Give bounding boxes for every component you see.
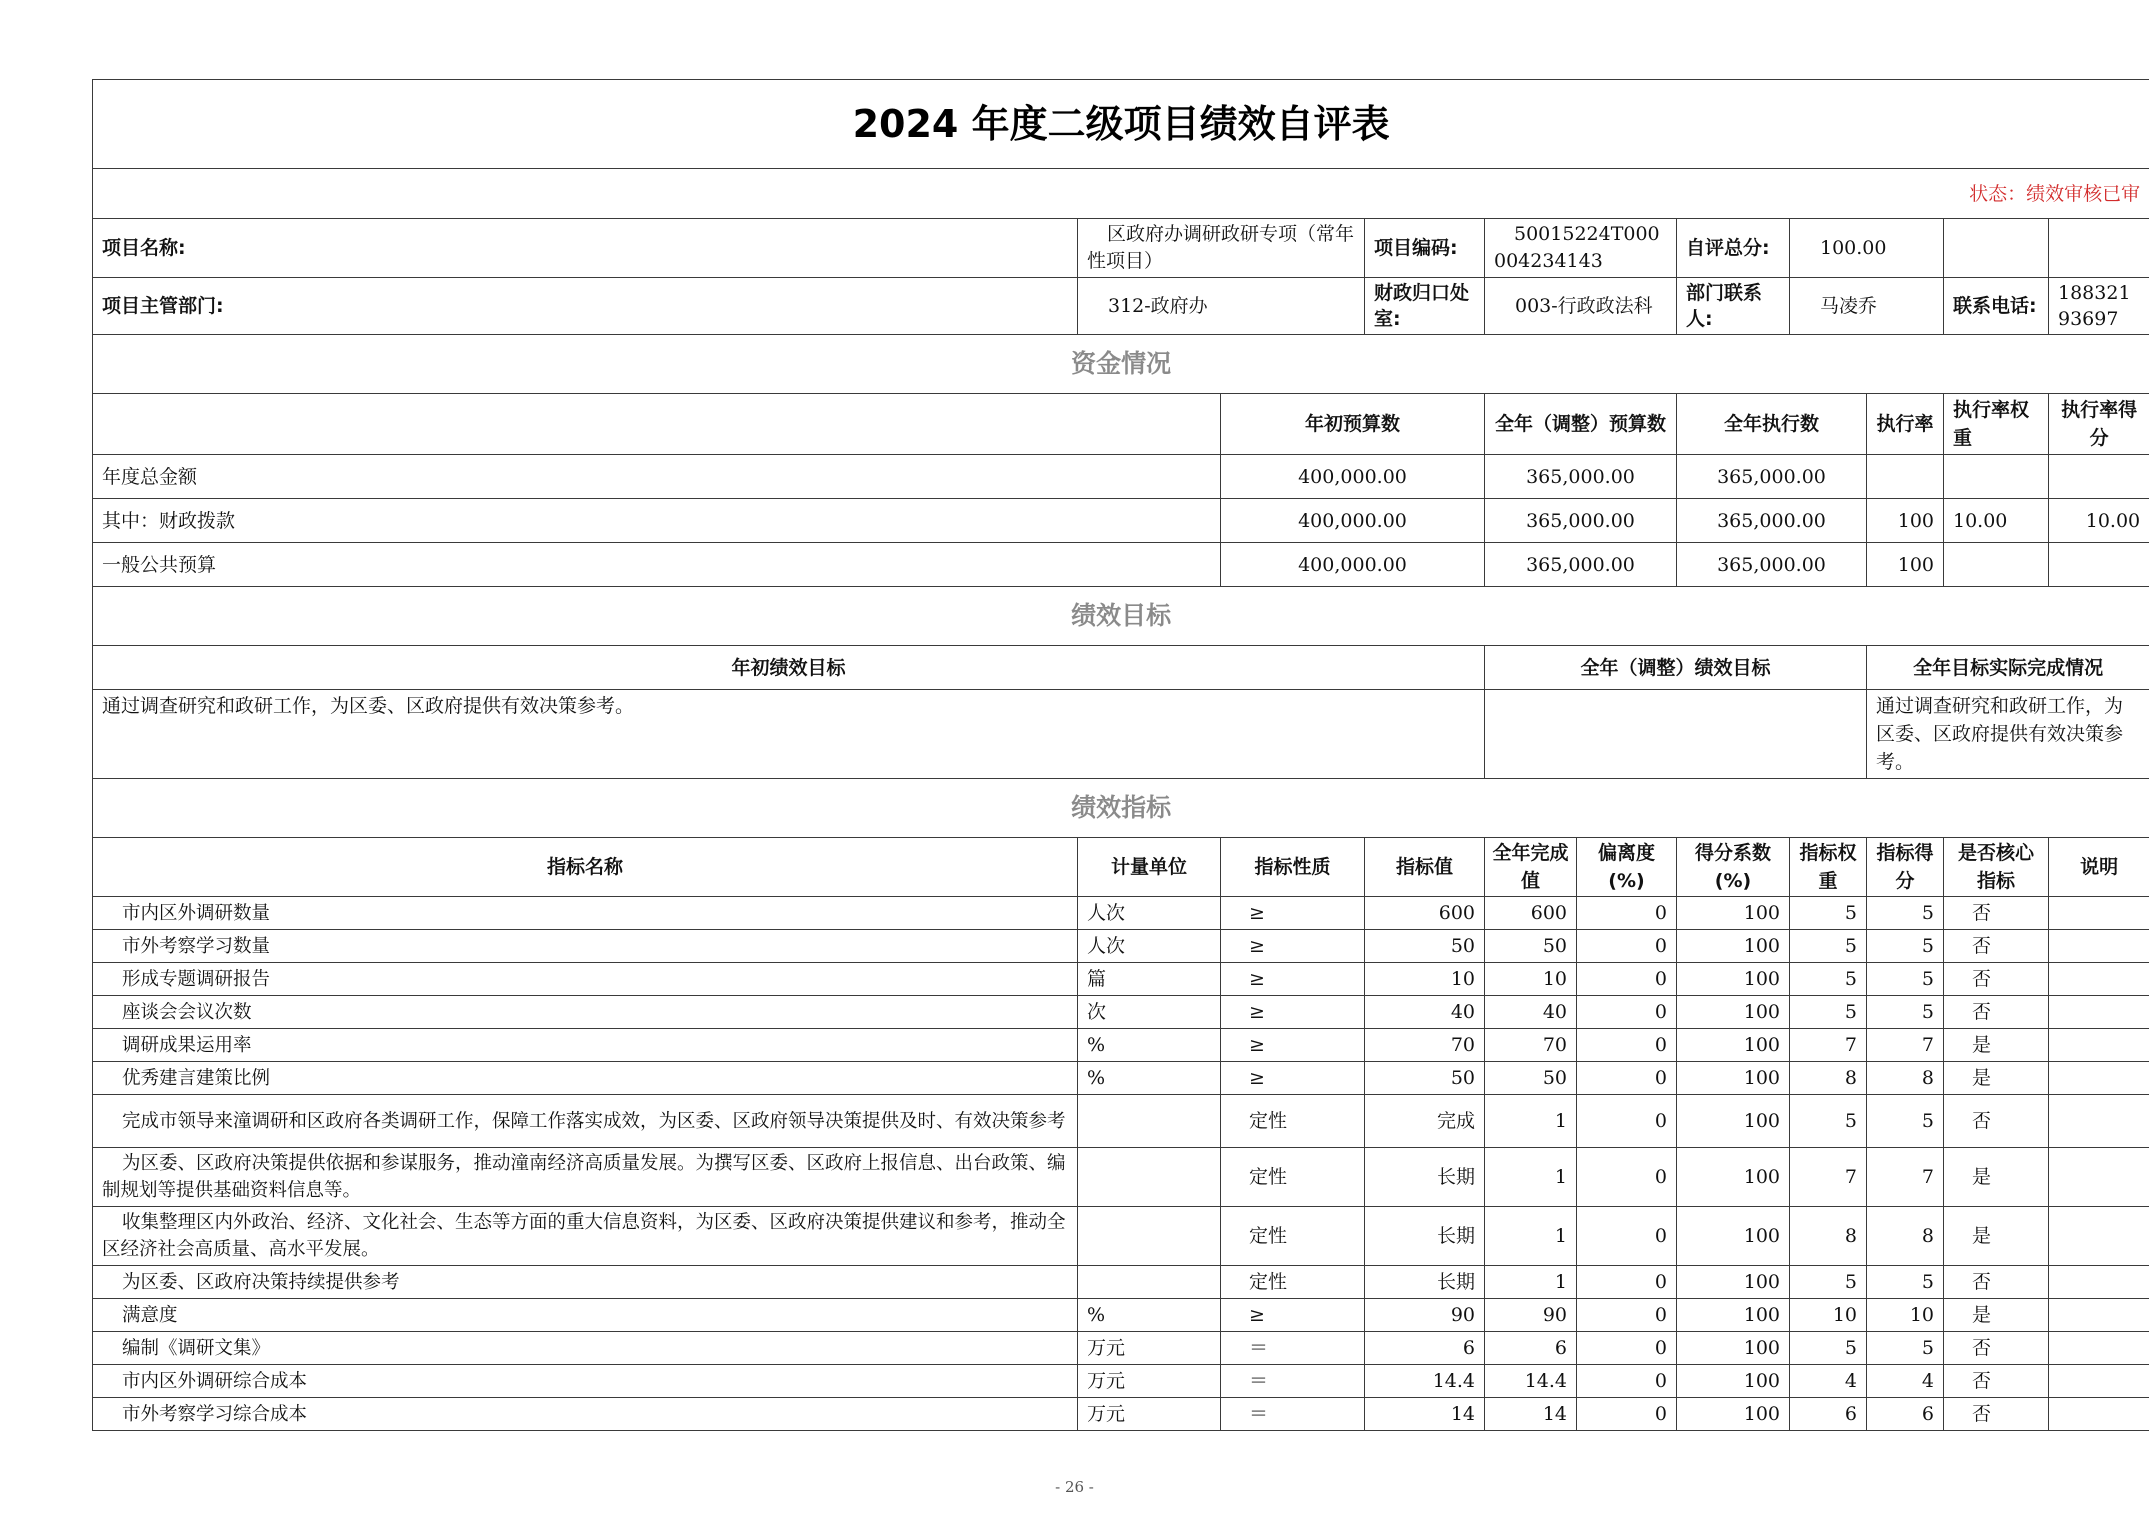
funds-header-initial: 年初预算数 bbox=[1221, 394, 1485, 455]
funds-header-blank bbox=[93, 394, 1221, 455]
indicator-row bbox=[93, 1029, 2149, 1062]
indicator-core: 是 bbox=[1944, 1148, 2049, 1207]
goals-adjusted-header: 全年（调整）绩效目标 bbox=[1485, 646, 1867, 690]
indicator-score: 7 bbox=[1867, 1029, 1944, 1062]
indicator-score: 5 bbox=[1867, 1332, 1944, 1365]
funds-header-weight: 执行率权重 bbox=[1944, 394, 2049, 455]
indicator-core: 否 bbox=[1944, 930, 2049, 963]
indicator-weight: 5 bbox=[1790, 963, 1867, 996]
indicator-name: 优秀建言建策比例 bbox=[93, 1062, 1078, 1095]
indicator-weight: 5 bbox=[1790, 897, 1867, 930]
empty-cell bbox=[1944, 219, 2049, 278]
project-code-label: 项目编码: bbox=[1365, 219, 1485, 278]
goals-header-row bbox=[93, 646, 2149, 690]
indicator-note bbox=[2049, 1332, 2149, 1365]
indicator-core: 是 bbox=[1944, 1062, 2049, 1095]
fund-adjusted: 365,000.00 bbox=[1485, 455, 1677, 499]
goals-initial-text: 通过调查研究和政研工作，为区委、区政府提供有效决策参考。 bbox=[93, 690, 1485, 779]
indicator-nature: ≥ bbox=[1221, 1062, 1365, 1095]
indicator-score: 10 bbox=[1867, 1299, 1944, 1332]
indicator-weight: 7 bbox=[1790, 1029, 1867, 1062]
indicator-actual: 14 bbox=[1485, 1398, 1577, 1431]
indicator-weight: 8 bbox=[1790, 1207, 1867, 1266]
indicator-unit bbox=[1078, 1266, 1221, 1299]
total-score-label: 自评总分: bbox=[1677, 219, 1790, 278]
indicator-actual: 10 bbox=[1485, 963, 1577, 996]
indicator-nature: ≥ bbox=[1221, 930, 1365, 963]
indicator-core: 否 bbox=[1944, 1266, 2049, 1299]
indicator-note bbox=[2049, 930, 2149, 963]
self-evaluation-table bbox=[92, 79, 2149, 1431]
contact-value: 马凌乔 bbox=[1790, 278, 1944, 335]
indicator-row bbox=[93, 1332, 2149, 1365]
goals-actual-text: 通过调查研究和政研工作，为区委、区政府提供有效决策参考。 bbox=[1867, 690, 2149, 779]
indicator-core: 否 bbox=[1944, 996, 2049, 1029]
indicator-coef: 100 bbox=[1677, 1332, 1790, 1365]
fund-weight bbox=[1944, 543, 2049, 587]
indicator-weight: 4 bbox=[1790, 1365, 1867, 1398]
fund-rate bbox=[1867, 455, 1944, 499]
contact-label: 部门联系人: bbox=[1677, 278, 1790, 335]
indicator-nature: ≥ bbox=[1221, 897, 1365, 930]
indicator-value: 50 bbox=[1365, 930, 1485, 963]
indicator-coef: 100 bbox=[1677, 996, 1790, 1029]
indicator-nature: 定性 bbox=[1221, 1095, 1365, 1148]
indicator-deviation: 0 bbox=[1577, 1266, 1677, 1299]
indicator-unit: 次 bbox=[1078, 996, 1221, 1029]
indicator-note bbox=[2049, 897, 2149, 930]
indicator-unit: 万元 bbox=[1078, 1398, 1221, 1431]
indicator-nature: ＝ bbox=[1221, 1365, 1365, 1398]
indicator-note bbox=[2049, 1095, 2149, 1148]
indicator-coef: 100 bbox=[1677, 930, 1790, 963]
indicator-core: 否 bbox=[1944, 897, 2049, 930]
indicator-nature: 定性 bbox=[1221, 1266, 1365, 1299]
indicator-core: 否 bbox=[1944, 1332, 2049, 1365]
indicator-value: 长期 bbox=[1365, 1207, 1485, 1266]
total-score-value: 100.00 bbox=[1790, 219, 1944, 278]
goals-section-title: 绩效目标 bbox=[93, 587, 2149, 646]
indicator-unit bbox=[1078, 1207, 1221, 1266]
indicator-name: 形成专题调研报告 bbox=[93, 963, 1078, 996]
fund-initial: 400,000.00 bbox=[1221, 499, 1485, 543]
indicator-row bbox=[93, 1095, 2149, 1148]
indicator-deviation: 0 bbox=[1577, 963, 1677, 996]
indicator-score: 5 bbox=[1867, 1095, 1944, 1148]
indicator-score: 4 bbox=[1867, 1365, 1944, 1398]
indicator-core: 否 bbox=[1944, 963, 2049, 996]
indicator-row bbox=[93, 1365, 2149, 1398]
indicator-note bbox=[2049, 1029, 2149, 1062]
funds-row bbox=[93, 499, 2149, 543]
indicator-header-score: 指标得分 bbox=[1867, 838, 1944, 897]
indicators-header-row bbox=[93, 838, 2149, 897]
funds-header-rate: 执行率 bbox=[1867, 394, 1944, 455]
funds-row bbox=[93, 543, 2149, 587]
indicator-weight: 6 bbox=[1790, 1398, 1867, 1431]
indicator-score: 5 bbox=[1867, 1266, 1944, 1299]
indicator-note bbox=[2049, 1062, 2149, 1095]
goals-adjusted-text bbox=[1485, 690, 1867, 779]
indicator-core: 是 bbox=[1944, 1207, 2049, 1266]
indicator-score: 5 bbox=[1867, 996, 1944, 1029]
indicator-coef: 100 bbox=[1677, 1062, 1790, 1095]
indicator-actual: 50 bbox=[1485, 1062, 1577, 1095]
indicator-actual: 1 bbox=[1485, 1148, 1577, 1207]
fund-score: 10.00 bbox=[2049, 499, 2149, 543]
indicator-actual: 1 bbox=[1485, 1266, 1577, 1299]
goals-content-row bbox=[93, 690, 2149, 779]
indicator-unit: % bbox=[1078, 1029, 1221, 1062]
indicator-actual: 90 bbox=[1485, 1299, 1577, 1332]
indicator-unit: 万元 bbox=[1078, 1365, 1221, 1398]
indicator-row bbox=[93, 996, 2149, 1029]
indicator-weight: 10 bbox=[1790, 1299, 1867, 1332]
indicator-deviation: 0 bbox=[1577, 1398, 1677, 1431]
indicator-unit: 人次 bbox=[1078, 897, 1221, 930]
indicator-note bbox=[2049, 963, 2149, 996]
indicator-weight: 5 bbox=[1790, 1266, 1867, 1299]
fund-adjusted: 365,000.00 bbox=[1485, 499, 1677, 543]
project-name-value: 区政府办调研政研专项（常年性项目） bbox=[1078, 219, 1365, 278]
indicator-deviation: 0 bbox=[1577, 1299, 1677, 1332]
goals-actual-header: 全年目标实际完成情况 bbox=[1867, 646, 2149, 690]
fund-weight bbox=[1944, 455, 2049, 499]
indicator-score: 8 bbox=[1867, 1207, 1944, 1266]
indicator-actual: 40 bbox=[1485, 996, 1577, 1029]
fund-adjusted: 365,000.00 bbox=[1485, 543, 1677, 587]
indicators-section-row bbox=[93, 779, 2149, 838]
indicator-deviation: 0 bbox=[1577, 1148, 1677, 1207]
fund-executed: 365,000.00 bbox=[1677, 455, 1867, 499]
fund-name: 一般公共预算 bbox=[93, 543, 1221, 587]
indicator-core: 否 bbox=[1944, 1095, 2049, 1148]
indicator-row bbox=[93, 1299, 2149, 1332]
indicator-score: 5 bbox=[1867, 897, 1944, 930]
indicator-actual: 600 bbox=[1485, 897, 1577, 930]
status-text: 状态：绩效审核已审 bbox=[93, 169, 2149, 219]
indicator-row bbox=[93, 1398, 2149, 1431]
fund-initial: 400,000.00 bbox=[1221, 543, 1485, 587]
indicator-actual: 6 bbox=[1485, 1332, 1577, 1365]
indicator-coef: 100 bbox=[1677, 1029, 1790, 1062]
page-number: - 26 - bbox=[1055, 1478, 1094, 1496]
indicator-note bbox=[2049, 1148, 2149, 1207]
indicator-nature: ＝ bbox=[1221, 1332, 1365, 1365]
funds-header-executed: 全年执行数 bbox=[1677, 394, 1867, 455]
finance-label: 财政归口处室: bbox=[1365, 278, 1485, 335]
indicator-name: 市外考察学习综合成本 bbox=[93, 1398, 1078, 1431]
indicator-deviation: 0 bbox=[1577, 1207, 1677, 1266]
indicator-row bbox=[93, 1207, 2149, 1266]
indicator-deviation: 0 bbox=[1577, 1365, 1677, 1398]
funds-header-score: 执行率得分 bbox=[2049, 394, 2149, 455]
indicator-header-name: 指标名称 bbox=[93, 838, 1078, 897]
indicator-value: 14 bbox=[1365, 1398, 1485, 1431]
indicator-deviation: 0 bbox=[1577, 897, 1677, 930]
indicator-deviation: 0 bbox=[1577, 1095, 1677, 1148]
fund-name: 其中：财政拨款 bbox=[93, 499, 1221, 543]
indicator-value: 10 bbox=[1365, 963, 1485, 996]
indicator-coef: 100 bbox=[1677, 897, 1790, 930]
indicator-value: 90 bbox=[1365, 1299, 1485, 1332]
indicator-header-note: 说明 bbox=[2049, 838, 2149, 897]
dept-value: 312-政府办 bbox=[1078, 278, 1365, 335]
indicator-name: 为区委、区政府决策提供依据和参谋服务，推动潼南经济高质量发展。为撰写区委、区政府上报信息、出台政策、编制规划等提供基础资料信息等。 bbox=[93, 1148, 1078, 1207]
goals-section-row bbox=[93, 587, 2149, 646]
indicator-unit: 人次 bbox=[1078, 930, 1221, 963]
indicator-deviation: 0 bbox=[1577, 1332, 1677, 1365]
indicator-actual: 1 bbox=[1485, 1095, 1577, 1148]
indicator-weight: 5 bbox=[1790, 930, 1867, 963]
indicator-header-actual: 全年完成值 bbox=[1485, 838, 1577, 897]
indicator-header-unit: 计量单位 bbox=[1078, 838, 1221, 897]
funds-header-adjusted: 全年（调整）预算数 bbox=[1485, 394, 1677, 455]
indicator-nature: ≥ bbox=[1221, 963, 1365, 996]
indicator-score: 6 bbox=[1867, 1398, 1944, 1431]
empty-cell bbox=[2049, 219, 2149, 278]
goals-initial-header: 年初绩效目标 bbox=[93, 646, 1485, 690]
indicator-name: 编制《调研文集》 bbox=[93, 1332, 1078, 1365]
fund-executed: 365,000.00 bbox=[1677, 543, 1867, 587]
indicator-header-core: 是否核心指标 bbox=[1944, 838, 2049, 897]
indicator-name: 市内区外调研综合成本 bbox=[93, 1365, 1078, 1398]
fund-initial: 400,000.00 bbox=[1221, 455, 1485, 499]
indicator-deviation: 0 bbox=[1577, 930, 1677, 963]
indicator-actual: 50 bbox=[1485, 930, 1577, 963]
indicator-name: 完成市领导来潼调研和区政府各类调研工作，保障工作落实成效，为区委、区政府领导决策提供及时、有效决策参考 bbox=[93, 1095, 1078, 1148]
finance-value: 003-行政政法科 bbox=[1485, 278, 1677, 335]
indicator-actual: 14.4 bbox=[1485, 1365, 1577, 1398]
fund-executed: 365,000.00 bbox=[1677, 499, 1867, 543]
indicator-note bbox=[2049, 1299, 2149, 1332]
indicator-weight: 7 bbox=[1790, 1148, 1867, 1207]
indicator-nature: 定性 bbox=[1221, 1207, 1365, 1266]
page-title: 2024 年度二级项目绩效自评表 bbox=[93, 80, 2149, 169]
indicator-header-coef: 得分系数(%) bbox=[1677, 838, 1790, 897]
fund-rate: 100 bbox=[1867, 543, 1944, 587]
fund-weight: 10.00 bbox=[1944, 499, 2049, 543]
indicator-row bbox=[93, 930, 2149, 963]
indicator-deviation: 0 bbox=[1577, 996, 1677, 1029]
indicator-header-deviation: 偏离度(%) bbox=[1577, 838, 1677, 897]
indicator-value: 长期 bbox=[1365, 1148, 1485, 1207]
indicator-coef: 100 bbox=[1677, 1095, 1790, 1148]
indicator-value: 6 bbox=[1365, 1332, 1485, 1365]
indicator-unit bbox=[1078, 1095, 1221, 1148]
indicator-nature: ＝ bbox=[1221, 1398, 1365, 1431]
indicator-weight: 5 bbox=[1790, 1332, 1867, 1365]
indicator-nature: ≥ bbox=[1221, 1299, 1365, 1332]
indicator-value: 50 bbox=[1365, 1062, 1485, 1095]
indicator-note bbox=[2049, 1266, 2149, 1299]
indicator-weight: 5 bbox=[1790, 1095, 1867, 1148]
indicator-value: 14.4 bbox=[1365, 1365, 1485, 1398]
indicator-coef: 100 bbox=[1677, 963, 1790, 996]
indicator-unit: 篇 bbox=[1078, 963, 1221, 996]
indicator-actual: 70 bbox=[1485, 1029, 1577, 1062]
indicator-unit: % bbox=[1078, 1299, 1221, 1332]
indicator-core: 否 bbox=[1944, 1398, 2049, 1431]
indicator-coef: 100 bbox=[1677, 1266, 1790, 1299]
fund-name: 年度总金额 bbox=[93, 455, 1221, 499]
indicator-score: 7 bbox=[1867, 1148, 1944, 1207]
indicator-coef: 100 bbox=[1677, 1207, 1790, 1266]
indicator-name: 座谈会会议次数 bbox=[93, 996, 1078, 1029]
indicator-note bbox=[2049, 1207, 2149, 1266]
indicator-deviation: 0 bbox=[1577, 1029, 1677, 1062]
indicator-score: 5 bbox=[1867, 930, 1944, 963]
indicators-section-title: 绩效指标 bbox=[93, 779, 2149, 838]
fund-rate: 100 bbox=[1867, 499, 1944, 543]
dept-label: 项目主管部门: bbox=[93, 278, 1078, 335]
phone-value: 18832193697 bbox=[2049, 278, 2149, 335]
indicator-nature: ≥ bbox=[1221, 996, 1365, 1029]
phone-label: 联系电话: bbox=[1944, 278, 2049, 335]
indicator-nature: 定性 bbox=[1221, 1148, 1365, 1207]
indicator-row bbox=[93, 897, 2149, 930]
indicator-header-nature: 指标性质 bbox=[1221, 838, 1365, 897]
indicator-name: 市内区外调研数量 bbox=[93, 897, 1078, 930]
indicator-row bbox=[93, 963, 2149, 996]
project-name-label: 项目名称: bbox=[93, 219, 1078, 278]
indicator-unit bbox=[1078, 1148, 1221, 1207]
indicator-note bbox=[2049, 1365, 2149, 1398]
indicator-name: 调研成果运用率 bbox=[93, 1029, 1078, 1062]
indicator-row bbox=[93, 1148, 2149, 1207]
indicator-coef: 100 bbox=[1677, 1365, 1790, 1398]
funds-row bbox=[93, 455, 2149, 499]
indicator-coef: 100 bbox=[1677, 1299, 1790, 1332]
indicator-deviation: 0 bbox=[1577, 1062, 1677, 1095]
indicator-weight: 5 bbox=[1790, 996, 1867, 1029]
fund-score bbox=[2049, 543, 2149, 587]
indicator-value: 完成 bbox=[1365, 1095, 1485, 1148]
indicator-nature: ≥ bbox=[1221, 1029, 1365, 1062]
indicator-name: 收集整理区内外政治、经济、文化社会、生态等方面的重大信息资料，为区委、区政府决策提供建议和参考，推动全区经济社会高质量、高水平发展。 bbox=[93, 1207, 1078, 1266]
indicator-name: 为区委、区政府决策持续提供参考 bbox=[93, 1266, 1078, 1299]
indicator-row bbox=[93, 1062, 2149, 1095]
indicator-core: 是 bbox=[1944, 1029, 2049, 1062]
funds-section-title: 资金情况 bbox=[93, 335, 2149, 394]
indicator-unit: % bbox=[1078, 1062, 1221, 1095]
indicator-core: 否 bbox=[1944, 1365, 2049, 1398]
indicator-unit: 万元 bbox=[1078, 1332, 1221, 1365]
indicator-name: 满意度 bbox=[93, 1299, 1078, 1332]
indicator-weight: 8 bbox=[1790, 1062, 1867, 1095]
indicator-note bbox=[2049, 996, 2149, 1029]
indicator-score: 5 bbox=[1867, 963, 1944, 996]
indicator-coef: 100 bbox=[1677, 1148, 1790, 1207]
indicator-value: 600 bbox=[1365, 897, 1485, 930]
indicator-header-weight: 指标权重 bbox=[1790, 838, 1867, 897]
indicator-note bbox=[2049, 1398, 2149, 1431]
indicator-name: 市外考察学习数量 bbox=[93, 930, 1078, 963]
indicator-core: 是 bbox=[1944, 1299, 2049, 1332]
indicator-coef: 100 bbox=[1677, 1398, 1790, 1431]
indicator-score: 8 bbox=[1867, 1062, 1944, 1095]
project-code-value: 50015224T000004234143 bbox=[1485, 219, 1677, 278]
indicator-row bbox=[93, 1266, 2149, 1299]
indicator-header-value: 指标值 bbox=[1365, 838, 1485, 897]
indicator-actual: 1 bbox=[1485, 1207, 1577, 1266]
fund-score bbox=[2049, 455, 2149, 499]
indicator-value: 70 bbox=[1365, 1029, 1485, 1062]
indicator-value: 长期 bbox=[1365, 1266, 1485, 1299]
indicator-value: 40 bbox=[1365, 996, 1485, 1029]
